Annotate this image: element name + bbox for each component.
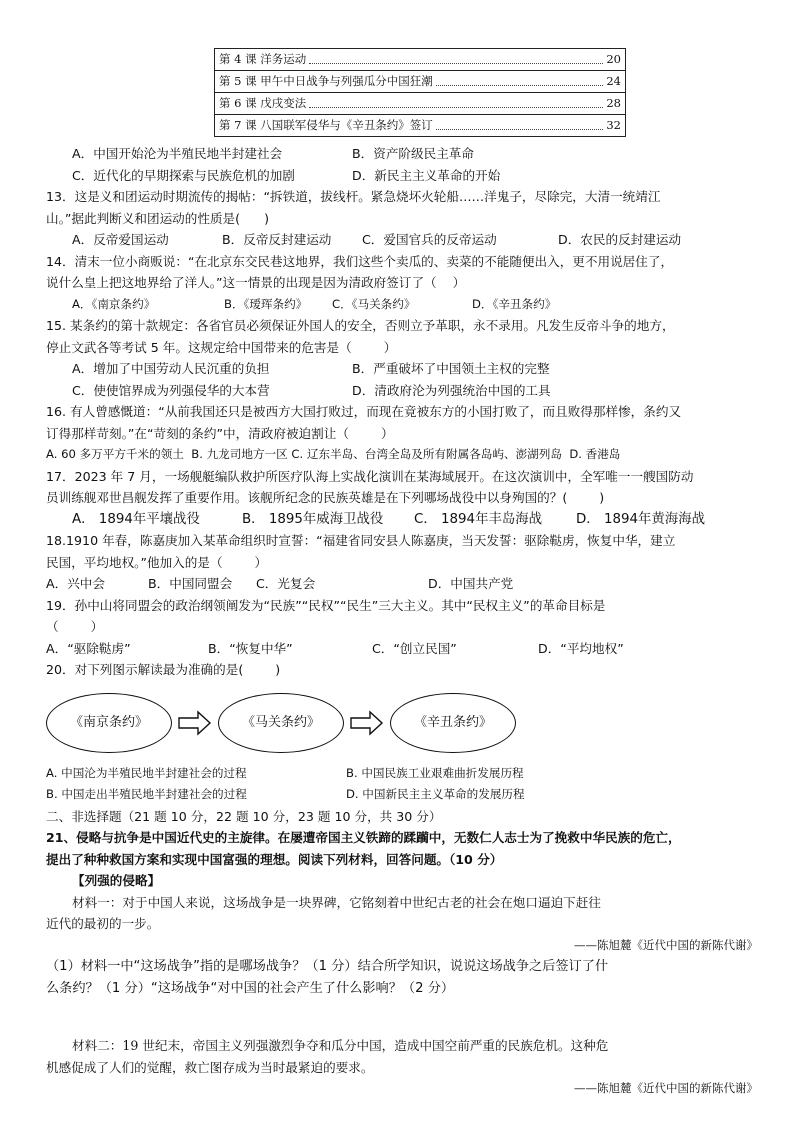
option-a: A．“驱除鞑虏”	[46, 640, 131, 656]
material-one: 材料一：对于中国人来说，这场战争是一块界碑，它铭刻着中世纪古老的社会在炮口逼迫下赶往	[72, 894, 601, 910]
toc-page: 24	[606, 74, 621, 88]
arrow-right-icon	[178, 710, 212, 736]
option-d: D．清政府沦为列强统治中国的工具	[352, 382, 551, 398]
q12-options-row1	[46, 143, 758, 165]
material-two-source: ——陈旭麓《近代中国的新陈代谢》	[574, 1081, 758, 1095]
answer-space	[46, 999, 758, 1017]
q14-stem-cont: 说什么皇上把这地界给了洋人。”这一情景的出现是因为清政府签订了（ ）	[46, 275, 466, 290]
option-b: B． 1895年威海卫战役	[242, 511, 384, 527]
toc-leader	[436, 71, 604, 86]
option-a: A． 1894年平壤战役	[72, 511, 200, 527]
q17-stem-cont: 员训练舰邓世昌舰发挥了重要作用。该舰所纪念的民族英雄是在下列哪场战役中以身殉国的？( )	[46, 490, 605, 505]
q20-options-row2	[46, 784, 758, 806]
q20-options-row1	[46, 763, 758, 785]
option-d: D． 1894年黄海海战	[576, 511, 705, 527]
material-one-cont: 近代的最初的一步。	[46, 916, 160, 931]
material-two-cont: 机感促成了人们的觉醒，救亡图存成为当时最紧迫的要求。	[46, 1059, 374, 1075]
option-d: D．《辛丑条约》	[472, 296, 557, 311]
toc-row	[215, 115, 625, 136]
option-c: C．《马关条约》	[332, 296, 416, 311]
toc-row	[215, 93, 625, 115]
option-d: D．“平均地权”	[538, 640, 624, 656]
option-b: B．《瑷珲条约》	[224, 296, 308, 311]
toc-title: 第 7 课 八国联军侵华与《辛丑条约》签订	[219, 118, 433, 132]
q13-stem: 13．这是义和团运动时期流传的揭帖：“拆铁道，拔线杆。紧急烧坏火轮船……洋鬼子，尽除完，大清一统靖江	[46, 189, 661, 204]
q15-stem: 15. 某条约的第十款规定：各省官员必须保证外国人的安全，否则立予革职，永不录用。凡发生反帝斗争的地方，	[46, 318, 675, 333]
option-d: D．新民主主义革命的开始	[352, 167, 501, 183]
q16-options: A. 60 多万平方千米的领土 B. 九龙司地方一区 C. 辽东半岛、台湾全岛及所有附属各岛屿、澎湖列岛 D. 香港岛	[46, 447, 621, 461]
toc-page: 20	[606, 52, 621, 66]
treaty-flow-diagram	[46, 691, 758, 755]
exam-page	[46, 40, 758, 1100]
option-c: C．近代化的早期探索与民族危机的加剧	[72, 167, 295, 183]
toc-title: 第 6 课 戊戌变法	[219, 96, 307, 110]
q18-stem-cont: 民国，平均地权。”他加入的是（ ）	[46, 554, 268, 570]
toc-leader	[309, 49, 603, 64]
treaty-oval: 《南京条约》	[46, 693, 172, 753]
q14-options	[46, 294, 758, 316]
q21-sub1: （1）材料一中“这场战争”指的是哪场战争？（1 分）结合所学知识，说说这场战争之后签订了什	[46, 959, 609, 974]
option-d: D．农民的反封建运动	[558, 232, 682, 247]
option-c: C．光复会	[256, 576, 316, 591]
q15-options-row1	[46, 358, 758, 380]
option-d: D．中国共产党	[428, 576, 514, 591]
q15-stem-cont: 停止文武各等考试 5 年。这规定给中国带来的危害是（ ）	[46, 339, 397, 355]
q21-stem: 21、侵略与抗争是中国近代史的主旋律。在屡遭帝国主义铁蹄的蹂躏中，无数仁人志士为了挽救中华民族的危亡，	[46, 830, 681, 845]
q21-stem-cont: 提出了种种救国方案和实现中国富强的理想。阅读下列材料，回答问题。（10 分）	[46, 851, 503, 867]
option-c: C．“创立民国”	[372, 640, 457, 656]
option-c: C．使使馆界成为列强侵华的大本营	[72, 382, 270, 398]
subsection-heading: 【列强的侵略】	[72, 873, 161, 888]
q16-stem: 16. 有人曾感慨道：“从前我国还只是被西方大国打败过，而现在竟被东方的小国打败了，而且败得那样惨，条约又	[46, 404, 682, 419]
q12-options-row2	[46, 165, 758, 187]
q20-stem: 20．对下列图示解读最为准确的是( )	[46, 662, 281, 677]
q17-stem: 17．2023 年 7 月，一场舰艇编队救护所医疗队海上实战化演训在某海域展开。在这次演训中，全军唯一一艘国防动	[46, 468, 694, 484]
option-b: B．中国同盟会	[148, 576, 233, 591]
option-a: A．《南京条约》	[72, 296, 156, 311]
arrow-right-icon	[350, 710, 384, 736]
option-a: A．增加了中国劳动人民沉重的负担	[72, 361, 270, 376]
option-d: D. 中国新民主主义革命的发展历程	[346, 787, 525, 801]
q15-options-row2	[46, 380, 758, 402]
material-one-source: ——陈旭麓《近代中国的新陈代谢》	[574, 937, 758, 952]
q16-stem-cont: 订得那样苛刻。”在“苛刻的条约”中，清政府被迫割让（ ）	[46, 425, 394, 441]
option-c: C． 1894年丰岛海战	[414, 511, 543, 527]
option-b: B. 中国民族工业艰难曲折发展历程	[346, 765, 524, 780]
table-of-contents	[214, 48, 626, 137]
q18-options	[46, 573, 758, 595]
option-a: A．中国开始沦为半殖民地半封建社会	[72, 146, 283, 161]
option-b: B．反帝反封建运动	[222, 232, 332, 247]
q19-stem: 19．孙中山将同盟会的政治纲领阐发为“民族”“民权”“民生”三大主义。其中“民权主义”的革命目标是	[46, 597, 606, 613]
material-two: 材料二：19 世纪末，帝国主义列强激烈争夺和瓜分中国，造成中国空前严重的民族危机。这种危	[72, 1038, 609, 1053]
toc-row	[215, 49, 625, 71]
option-a: A. 中国沦为半殖民地半封建社会的过程	[46, 765, 247, 780]
option-c: C．爱国官兵的反帝运动	[362, 232, 497, 247]
toc-title: 第 4 课 洋务运动	[219, 52, 307, 66]
toc-leader	[436, 115, 604, 130]
treaty-oval: 《辛丑条约》	[390, 693, 516, 753]
q13-options	[46, 229, 758, 251]
option-b: B．资产阶级民主革命	[352, 146, 474, 161]
option-b: B．“恢复中华”	[208, 640, 293, 656]
toc-leader	[309, 93, 603, 108]
q19-stem-cont: （ ）	[46, 619, 104, 634]
option-c: B. 中国走出半殖民地半封建社会的过程	[46, 787, 247, 801]
option-b: B．严重破坏了中国领土主权的完整	[352, 361, 550, 376]
answer-space	[46, 1017, 758, 1035]
toc-page: 28	[606, 96, 621, 110]
q18-stem: 18.1910 年春，陈嘉庚加入某革命组织时宣誓：“福建省同安县人陈嘉庚，当天发誓：驱除鞑虏，恢复中华，建立	[46, 533, 676, 548]
section-heading: 二、非选择题（21 题 10 分，22 题 10 分，23 题 10 分，共 30 分）	[46, 808, 442, 824]
q19-options	[46, 638, 758, 660]
q14-stem: 14．清末一位小商贩说：“在北京东交民巷这地界，我们这些个卖瓜的、卖菜的不能随便出入，更不用说居住了，	[46, 253, 674, 269]
treaty-oval: 《马关条约》	[218, 693, 344, 753]
option-a: A．兴中会	[46, 576, 105, 591]
toc-row	[215, 71, 625, 93]
toc-title: 第 5 课 甲午中日战争与列强瓜分中国狂潮	[219, 74, 433, 88]
option-a: A．反帝爱国运动	[72, 232, 169, 247]
q21-sub1-cont: 么条约？（1 分）“这场战争“对中国的社会产生了什么影响？（2 分）	[46, 980, 455, 996]
q13-stem-cont: 山。”据此判断义和团运动的性质是( )	[46, 210, 269, 226]
q17-options	[46, 509, 758, 531]
toc-page: 32	[606, 118, 621, 132]
